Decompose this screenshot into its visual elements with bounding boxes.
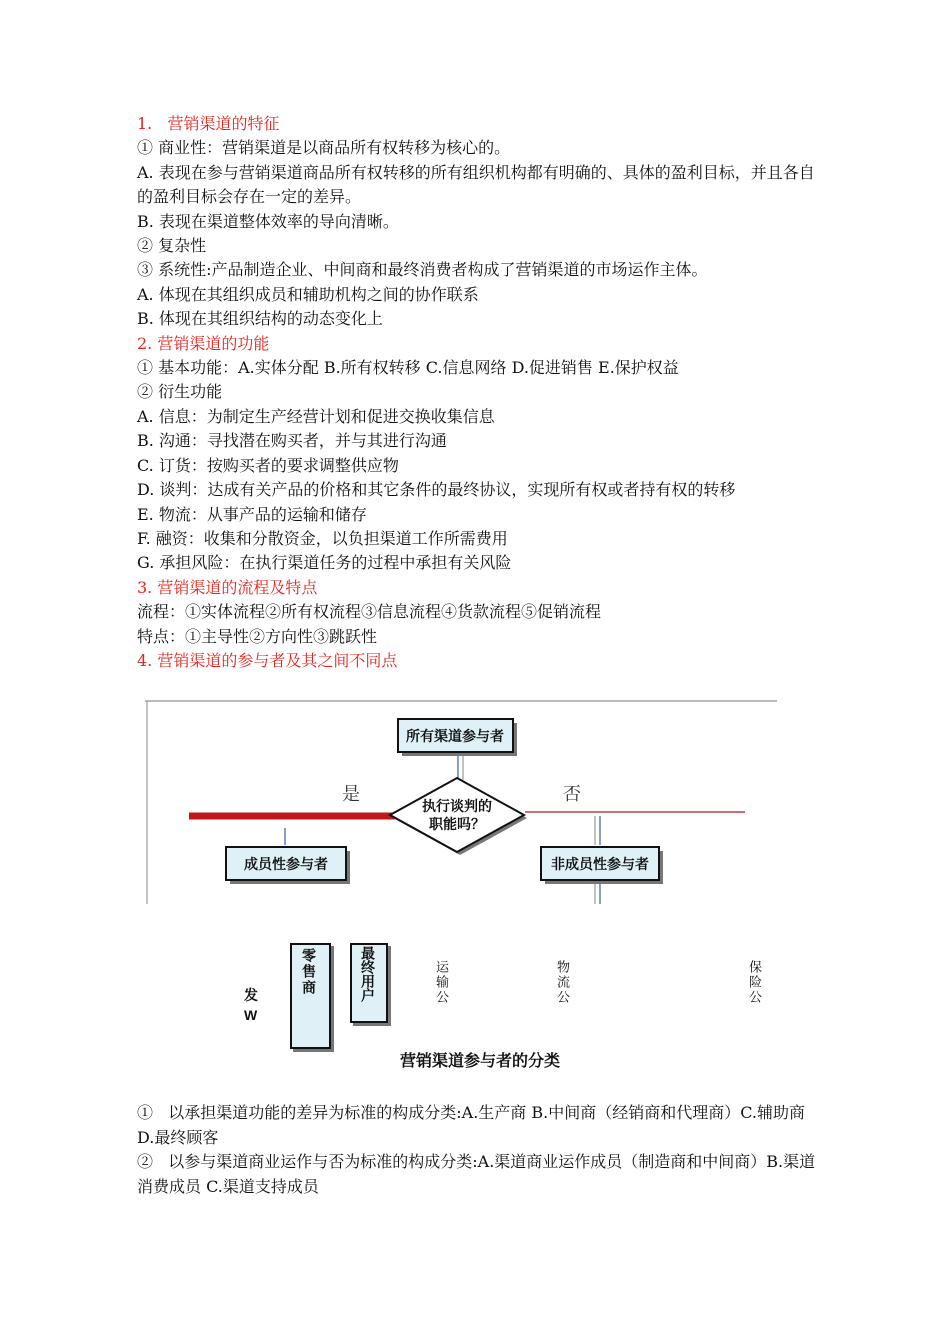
paragraph-line: ① 基本功能：A.实体分配 B.所有权转移 C.信息网络 D.促进销售 E.保护权益 xyxy=(137,358,679,378)
paragraph-line: 流程：①实体流程②所有权流程③信息流程④货款流程⑤促销流程 xyxy=(137,602,602,622)
participants-diagram xyxy=(145,700,785,905)
section-1-heading: 1. 营销渠道的特征 xyxy=(137,114,280,133)
diagram-caption: 营销渠道参与者的分类 xyxy=(399,1053,560,1070)
paragraph-line: 特点：①主导性②方向性③跳跃性 xyxy=(137,626,378,646)
paragraph-line: ① 商业性：营销渠道是以商品所有权转移为核心的。 xyxy=(137,138,511,158)
yes-label: 是 xyxy=(342,784,360,804)
classification-text xyxy=(137,1101,827,1199)
diagram-svg xyxy=(145,700,785,905)
non-member-box-label: 非成员性参与者 xyxy=(551,856,649,872)
paragraph-line: A. 体现在其组织成员和辅助机构之间的协作联系 xyxy=(137,284,479,304)
section-2-heading: 2. 营销渠道的功能 xyxy=(137,333,270,353)
section-4-heading: 4. 营销渠道的参与者及其之间不同点 xyxy=(137,650,398,670)
wholesaler-fragment: 发 W xyxy=(244,987,258,1023)
paragraph-line: ② 复杂性 xyxy=(137,236,207,256)
decision-label-line1: 执行谈判的 xyxy=(422,798,492,814)
section-3-heading: 3. 营销渠道的流程及特点 xyxy=(137,577,318,597)
paragraph-line: F. 融资：收集和分散资金，以负担渠道工作所需费用 xyxy=(137,528,508,548)
paragraph-line: A. 表现在参与营销渠道商品所有权转移的所有组织机构都有明确的、具体的盈利目标，并且各自的盈利目标会存在一定的差异。 xyxy=(137,162,815,207)
transport-fragment: 运输公 xyxy=(434,960,449,1005)
member-box-label: 成员性参与者 xyxy=(244,856,328,872)
end-user-label: 最终用户 xyxy=(360,946,376,1002)
paragraph-line: ② 衍生功能 xyxy=(137,382,223,402)
paragraph-line: B. 表现在渠道整体效率的导向清晰。 xyxy=(137,211,399,231)
decision-diamond xyxy=(390,778,524,852)
no-label: 否 xyxy=(563,784,581,804)
paragraph-line: G. 承担风险：在执行渠道任务的过程中承担有关风险 xyxy=(137,553,512,573)
insurance-fragment: 保险公 xyxy=(747,960,762,1005)
top-box-label: 所有渠道参与者 xyxy=(406,728,504,744)
main-text xyxy=(137,112,827,673)
paragraph-line: ① 以承担渠道功能的差异为标准的构成分类:A.生产商 B.中间商（经销商和代理商）C.辅助商 D.最终顾客 xyxy=(137,1103,805,1147)
paragraph-line: C. 订货：按购买者的要求调整供应物 xyxy=(137,455,399,475)
paragraph-line: ② 以参与渠道商业运作与否为标准的构成分类:A.渠道商业运作成员（制造商和中间商）B.渠道消费成员 C.渠道支持成员 xyxy=(137,1152,816,1196)
logistics-fragment: 物流公 xyxy=(555,960,570,1005)
retailer-label: 零售商 xyxy=(301,948,317,996)
paragraph-line: D. 谈判：达成有关产品的价格和其它条件的最终协议，实现所有权或者持有权的转移 xyxy=(137,480,736,500)
paragraph-line: B. 体现在其组织结构的动态变化上 xyxy=(137,309,383,329)
paragraph-line: E. 物流：从事产品的运输和储存 xyxy=(137,504,367,524)
paragraph-line: B. 沟通：寻找潜在购买者，并与其进行沟通 xyxy=(137,431,447,451)
paragraph-line: ③ 系统性:产品制造企业、中间商和最终消费者构成了营销渠道的市场运作主体。 xyxy=(137,260,708,280)
decision-label-line2: 职能吗？ xyxy=(429,816,485,832)
paragraph-line: A. 信息：为制定生产经营计划和促进交换收集信息 xyxy=(137,406,495,426)
